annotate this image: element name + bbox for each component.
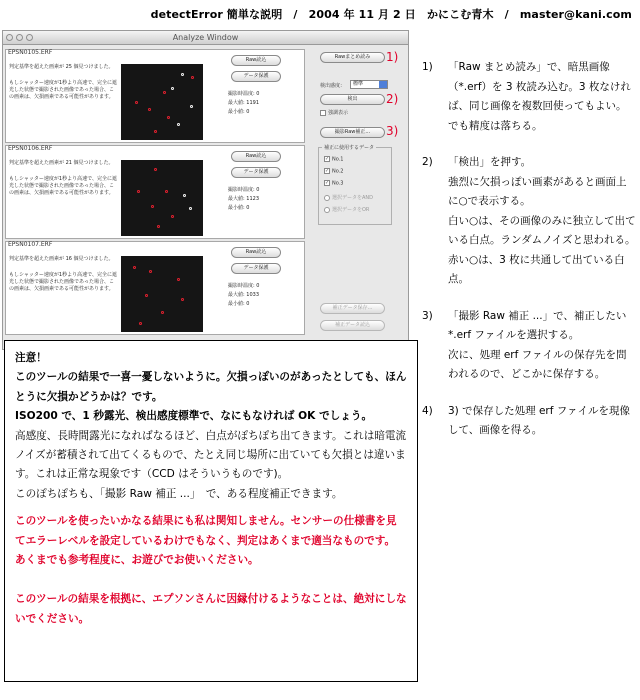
zoom-window-button[interactable] <box>26 34 33 41</box>
checkbox-icon <box>320 110 326 116</box>
red-pixel-marker <box>167 116 170 119</box>
red-pixel-marker <box>133 266 136 269</box>
image-panel-2 <box>5 145 305 239</box>
raw-load-button[interactable]: Raw読込 <box>231 151 281 162</box>
page-header: detectError 簡単な説明 / 2004 年 11 月 2 日 かにこむ青木 / master@kani.com <box>150 8 632 21</box>
step-3 <box>422 307 636 385</box>
panel-note-text: もしシャッター速度が1秒より高速で、完全に遮光した状態で撮影された画像であった場合、この画素は、欠損画素である可能性があります。 <box>9 176 117 196</box>
shoot-temperature: 撮影時温度: 0 <box>228 91 260 97</box>
disclaimer-paragraph-3: このツールの結果を根拠に、エプソンさんに因縁付けるようなことは、絶対にしないでください。 <box>15 593 407 625</box>
disclaimer-paragraph-1: このツールを使ったいかなる結果にも私は関知しません。センサーの仕様書を見てエラーレベルを設定しているわけでもなく、判定はあくまで適当なものです。 <box>15 515 397 547</box>
correction-data-label: 補正に使用するデータ <box>324 145 375 151</box>
red-pixel-marker <box>154 130 157 133</box>
use-no2-label: No.2 <box>332 168 344 175</box>
detect-button[interactable]: 検出 <box>320 94 385 105</box>
checkbox-checked-icon: ✓ <box>325 168 330 174</box>
max-value: 最大値: 1191 <box>228 100 259 106</box>
panel-result-text: 判定基準を超えた画素が 16 個見つけました。 <box>9 256 114 262</box>
notice-paragraph-4: このぽちぽちも、「撮影 Raw 補正 ...」 で、ある程度補正できます。 <box>15 487 343 500</box>
red-pixel-marker <box>139 322 142 325</box>
red-pixel-marker <box>177 278 180 281</box>
panel-note-text: もしシャッター速度が1秒より高速で、完全に遮光した状態で撮影された画像であった場合、この画素は、欠損画素である可能性があります。 <box>9 272 117 292</box>
detect-sensitivity-select[interactable] <box>350 80 388 89</box>
select-arrow-icon <box>379 81 387 88</box>
use-no3-label: No.3 <box>332 180 344 187</box>
max-value: 最大値: 1123 <box>228 196 259 202</box>
red-pixel-marker <box>151 205 154 208</box>
red-pixel-marker <box>145 294 148 297</box>
image-panel-1 <box>5 49 305 143</box>
panel-result-text: 判定基準を超えた画素が 25 個見つけました。 <box>9 64 114 70</box>
step-number: 4) <box>422 404 433 417</box>
data-protect-button[interactable]: データ保護 <box>231 71 281 82</box>
red-pixel-marker <box>149 270 152 273</box>
use-no1-label: No.1 <box>332 156 344 163</box>
white-pixel-marker <box>181 73 184 76</box>
radio-icon <box>324 207 330 213</box>
disclaimer-paragraph-2: あくまでも参考程度に、お遊びでお使いください。 <box>15 554 259 567</box>
notice-title: 注意！ <box>15 352 47 364</box>
white-pixel-marker <box>177 123 180 126</box>
notice-paragraph-3: 高感度、長時間露光になればなるほど、白点がぽちぽち出てきます。これは暗電流ノイズが蓄積されて出てくるもので、たとえ同じ場所に出ていても欠損とは違います。これは正常な現象です（CCD はそういうものです)。 <box>15 429 407 481</box>
callout-1: 1) <box>386 50 399 64</box>
or-radio-label: 選択データをOR <box>332 207 370 213</box>
min-value: 最小値: 0 <box>228 109 250 115</box>
step-number: 2) <box>422 156 433 168</box>
callout-2: 2) <box>386 92 399 106</box>
white-pixel-marker <box>189 207 192 210</box>
use-no1-checkbox[interactable] <box>324 156 343 163</box>
correction-data-group <box>318 147 392 225</box>
step-1 <box>422 58 636 136</box>
notice-paragraph-1: このツールの結果で一喜一憂しないように。欠損っぽいのがあったとしても、ほんとうに欠損かどうかは？です。 <box>15 371 407 403</box>
white-pixel-marker <box>171 87 174 90</box>
red-pixel-marker <box>135 101 138 104</box>
and-radio-label: 選択データをAND <box>332 195 374 201</box>
red-pixel-marker <box>154 168 157 171</box>
or-radio[interactable] <box>324 206 369 213</box>
notice-paragraph-2: ISO200 で、1 秒露光、検出感度標準で、なにもなければ OK でしょう。 <box>15 410 373 423</box>
detect-sensitivity-label: 検出感度： <box>320 83 346 89</box>
panel-result-text: 判定基準を超えた画素が 21 個見つけました。 <box>9 160 114 166</box>
red-pixel-marker <box>171 215 174 218</box>
red-pixel-marker <box>191 76 194 79</box>
red-pixel-marker <box>137 190 140 193</box>
panel-note-text: もしシャッター速度が1秒より高速で、完全に遮光した状態で撮影された画像であった場合、この画素は、欠損画素である可能性があります。 <box>9 80 117 100</box>
shoot-temperature: 撮影時温度: 0 <box>228 187 260 193</box>
raw-batch-load-button[interactable]: Rawまとめ読み <box>320 52 385 63</box>
use-no2-checkbox[interactable] <box>324 168 343 175</box>
callout-3: 3) <box>386 124 399 138</box>
step-2 <box>422 153 636 290</box>
close-window-button[interactable] <box>6 34 13 41</box>
min-value: 最小値: 0 <box>228 205 250 211</box>
step-text: 「検出」を押す。 強烈に欠損っぽい画素があると画面上に○で表示する。 白い○は、その画像のみに独立して出ている白点。ランダムノイズと思われる。 赤い○は、3 枚に共通して出ている白点。 <box>448 156 636 285</box>
window-titlebar <box>3 31 408 45</box>
step-4 <box>422 402 636 441</box>
data-protect-button[interactable]: データ保護 <box>231 263 281 274</box>
dark-frame-preview <box>121 64 203 140</box>
minimize-window-button[interactable] <box>16 34 23 41</box>
and-radio[interactable] <box>324 194 373 201</box>
step-number: 1) <box>422 61 433 73</box>
red-pixel-marker <box>157 225 160 228</box>
raw-correct-button[interactable]: 撮影Raw補正... <box>320 127 385 138</box>
load-correction-button[interactable]: 補正データ読込 <box>320 320 385 331</box>
step-text: 3) で保存した処理 erf ファイルを現像して、画像を得る。 <box>448 404 631 436</box>
panel-filename: EPSN0105.ERF <box>8 49 53 56</box>
white-pixel-marker <box>190 105 193 108</box>
use-no3-checkbox[interactable] <box>324 180 343 187</box>
red-pixel-marker <box>161 311 164 314</box>
panel-filename: EPSN0106.ERF <box>8 145 53 152</box>
strong-display-label: 強調表示 <box>328 110 349 116</box>
window-title: Analyze Window <box>172 33 239 42</box>
save-correction-button[interactable]: 補正データ保存... <box>320 303 385 314</box>
step-text: 「Raw まとめ読み」で、暗黒画像（*.erf）を 3 枚読み込む。3 枚なければ、同じ画像を複数回使ってもよい。でも精度は落ちる。 <box>448 61 631 132</box>
instruction-steps <box>422 58 636 441</box>
raw-load-button[interactable]: Raw読込 <box>231 55 281 66</box>
shoot-temperature: 撮影時温度: 0 <box>228 283 260 289</box>
red-pixel-marker <box>163 91 166 94</box>
radio-icon <box>324 195 330 201</box>
max-value: 最大値: 1033 <box>228 292 259 298</box>
step-text: 「撮影 Raw 補正 ...」で、補正したい *.erf ファイルを選択する。 次に、処理 erf ファイルの保存先を問われるので、どこかに保存する。 <box>448 309 627 380</box>
red-pixel-marker <box>148 108 151 111</box>
red-pixel-marker <box>181 298 184 301</box>
dark-frame-preview <box>121 256 203 332</box>
step-number: 3) <box>422 309 433 322</box>
red-pixel-marker <box>165 190 168 193</box>
detect-sensitivity-value: 標準 <box>353 81 364 87</box>
analyze-window <box>2 30 409 350</box>
checkbox-checked-icon: ✓ <box>325 156 330 162</box>
strong-display-checkbox[interactable] <box>320 109 348 116</box>
min-value: 最小値: 0 <box>228 301 250 307</box>
raw-load-button[interactable]: Raw読込 <box>231 247 281 258</box>
notice-box <box>4 340 418 682</box>
panel-filename: EPSN0107.ERF <box>8 241 53 248</box>
white-pixel-marker <box>183 194 186 197</box>
dark-frame-preview <box>121 160 203 236</box>
checkbox-checked-icon: ✓ <box>325 180 330 186</box>
image-panel-3 <box>5 241 305 335</box>
data-protect-button[interactable]: データ保護 <box>231 167 281 178</box>
